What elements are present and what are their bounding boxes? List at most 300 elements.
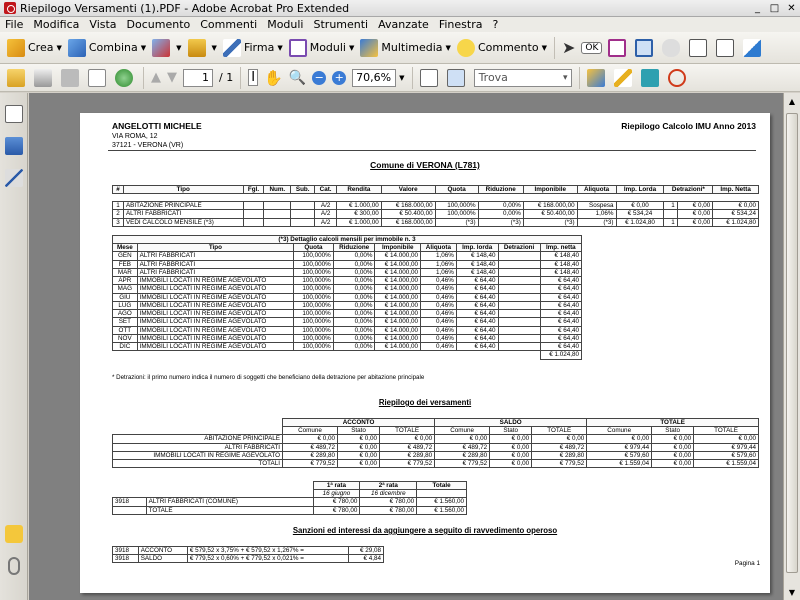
email-button[interactable] xyxy=(85,67,112,89)
column-header: Cat. xyxy=(315,186,337,194)
table-cell: APR xyxy=(113,277,138,285)
monthly-table xyxy=(112,235,582,360)
table-row xyxy=(113,202,759,210)
table-cell xyxy=(264,210,291,218)
table-cell: 3918 xyxy=(113,547,139,555)
column-header: Quota xyxy=(435,186,478,194)
ok-label: OK xyxy=(581,42,602,54)
table-cell: € 14.000,00 xyxy=(375,326,420,334)
column-header: Mese xyxy=(113,244,138,252)
comune-title: Comune di VERONA (L781) xyxy=(370,160,480,170)
table-cell: 1,06% xyxy=(577,210,616,218)
table-cell: A/2 xyxy=(315,218,337,226)
table-cell: VEDI CALCOLO MENSILE (*3) xyxy=(123,218,243,226)
rate-table xyxy=(112,481,467,515)
page-footer: Pagina 1 xyxy=(734,560,760,567)
table-cell: € 64,40 xyxy=(540,301,581,309)
table-cell: (*3) xyxy=(523,218,577,226)
table-row xyxy=(113,343,582,351)
table-cell xyxy=(498,277,540,285)
table-cell: € 64,40 xyxy=(540,285,581,293)
table-cell: € 489,72 xyxy=(283,443,338,451)
table-cell: ALTRI FABBRICATI (COMUNE) xyxy=(146,498,313,506)
export-icon xyxy=(152,39,170,57)
table-cell: € 0,00 xyxy=(677,202,712,210)
table-row xyxy=(113,210,759,218)
table-cell: 100,000% xyxy=(294,343,334,351)
table-cell: € 0,00 xyxy=(616,202,664,210)
table-cell: 0,00% xyxy=(333,318,375,326)
table-cell: € 0,00 xyxy=(490,460,532,468)
table-row xyxy=(113,318,582,326)
table-cell: 100,000% xyxy=(294,301,334,309)
table-cell xyxy=(498,310,540,318)
column-header: Tipo xyxy=(137,244,293,252)
text-field-tool[interactable] xyxy=(686,37,713,59)
attach-tool[interactable] xyxy=(659,37,686,59)
table-cell: € 64,40 xyxy=(540,326,581,334)
measure-tool[interactable] xyxy=(584,67,611,89)
close-button[interactable]: ✕ xyxy=(787,2,796,14)
table-cell: € 489,72 xyxy=(380,443,435,451)
table-cell: € 64,40 xyxy=(540,293,581,301)
column-header: Imponibile xyxy=(523,186,577,194)
table-cell: 3918 xyxy=(113,498,147,506)
arrow-up-icon: ▲ xyxy=(151,70,161,85)
signatures-icon[interactable] xyxy=(5,169,23,187)
table-cell: 0,00% xyxy=(333,285,375,293)
column-header: Quota xyxy=(294,244,334,252)
table-cell: ALTRI FABBRICATI xyxy=(137,252,293,260)
menu-documento[interactable]: Documento xyxy=(126,18,191,31)
scroll-up-arrow[interactable]: ▲ xyxy=(788,96,796,106)
scroll-down-arrow[interactable]: ▼ xyxy=(788,587,796,597)
multimedia-label: Multimedia xyxy=(381,41,443,54)
combina-icon xyxy=(68,39,86,57)
arrow-down-icon: ▼ xyxy=(167,70,177,85)
versamenti-table xyxy=(112,418,759,468)
firma-label: Firma xyxy=(243,41,275,54)
column-header: TOTALE xyxy=(694,427,759,435)
pdf-page xyxy=(80,113,770,593)
ok-button[interactable] xyxy=(578,37,605,59)
table-cell: MAG xyxy=(113,285,138,293)
bookmarks-icon[interactable] xyxy=(5,137,23,155)
table-cell: € 300,00 xyxy=(337,210,382,218)
table-row xyxy=(113,547,384,555)
table-row xyxy=(113,218,759,226)
table-cell: € 1.560,00 xyxy=(417,498,467,506)
menu-avanzate[interactable]: Avanzate xyxy=(378,18,429,31)
table-cell: € 0,00 xyxy=(435,435,490,443)
table-cell: 0,46% xyxy=(420,318,456,326)
crop-icon xyxy=(635,39,653,57)
menu-commenti[interactable]: Commenti xyxy=(200,18,258,31)
taxpayer-name: ANGELOTTI MICHELE xyxy=(112,121,202,131)
table-cell: € 780,00 xyxy=(313,498,360,506)
title-bar xyxy=(0,0,800,17)
table-cell: € 148,40 xyxy=(456,260,498,268)
stamp-icon xyxy=(608,39,626,57)
text-field-icon xyxy=(689,39,707,57)
table-cell: IMMOBILI LOCATI IN REGIME AGEVOLATO xyxy=(137,293,293,301)
arrow-icon: ➤ xyxy=(561,38,576,57)
table-cell xyxy=(243,218,264,226)
toolbar-separator xyxy=(554,37,555,59)
menu-moduli[interactable]: Moduli xyxy=(267,18,304,31)
table-cell: € 168.000,00 xyxy=(381,202,435,210)
zoom-out-button[interactable] xyxy=(309,67,329,89)
column-header: Comune xyxy=(435,427,490,435)
column-header: Sub. xyxy=(291,186,315,194)
table-cell: € 780,00 xyxy=(360,506,417,514)
table-cell: 100,000% xyxy=(294,326,334,334)
multimedia-icon xyxy=(360,39,378,57)
table-row xyxy=(113,310,582,318)
table-cell: € 0,00 xyxy=(338,451,380,459)
table-cell xyxy=(291,210,315,218)
snapshot-tool[interactable] xyxy=(638,67,665,89)
table-cell: 0,46% xyxy=(420,334,456,342)
table-cell: € 14.000,00 xyxy=(375,310,420,318)
table-row xyxy=(113,293,582,301)
table-cell: SALDO xyxy=(138,555,187,563)
comment-icon xyxy=(457,39,475,57)
table-cell: € 148,40 xyxy=(540,252,581,260)
table-cell: € 64,40 xyxy=(456,326,498,334)
group-acconto: ACCONTO xyxy=(283,419,435,427)
target-tool[interactable] xyxy=(665,67,692,89)
table-cell: 0,46% xyxy=(420,326,456,334)
rate-header-total: Totale xyxy=(417,482,467,490)
hand-tool[interactable] xyxy=(261,67,286,89)
column-header: Riduzione xyxy=(478,186,523,194)
table-cell: € 534,24 xyxy=(713,210,759,218)
lock-icon xyxy=(188,39,206,57)
table-cell xyxy=(291,218,315,226)
maximize-button[interactable]: □ xyxy=(769,2,780,14)
table-cell: 100,000% xyxy=(435,210,478,218)
search-input[interactable]: Trova ▾ xyxy=(474,69,572,87)
table-cell: € 64,40 xyxy=(540,334,581,342)
table-cell xyxy=(498,260,540,268)
table-cell: (*3) xyxy=(577,218,616,226)
sanzioni-table xyxy=(112,546,384,563)
fit-page-icon xyxy=(420,69,438,87)
menu-bar xyxy=(0,17,800,32)
table-cell: € 14.000,00 xyxy=(375,277,420,285)
table-cell: € 0,00 xyxy=(677,210,712,218)
toolbar-separator xyxy=(579,67,580,89)
crop-tool[interactable] xyxy=(632,37,659,59)
fit-width-button[interactable] xyxy=(444,67,471,89)
table-cell: A/2 xyxy=(315,202,337,210)
table-cell: € 168.000,00 xyxy=(523,202,577,210)
table-cell: € 534,24 xyxy=(616,210,664,218)
combina-label: Combina xyxy=(88,41,138,54)
table-cell: 0,00% xyxy=(333,343,375,351)
text-select-tool[interactable] xyxy=(245,67,261,89)
table-cell: 100,000% xyxy=(294,318,334,326)
table-cell: 0,00% xyxy=(333,252,375,260)
table-cell: € 1.560,00 xyxy=(417,506,467,514)
select-tool[interactable] xyxy=(559,37,578,59)
table-cell: 0,46% xyxy=(420,301,456,309)
table-cell: 0,00% xyxy=(478,202,523,210)
table-cell: 0,00% xyxy=(333,310,375,318)
secure-button[interactable]: ▼ xyxy=(185,37,220,59)
table-cell: € 1.000,00 xyxy=(337,218,382,226)
page-tool[interactable] xyxy=(713,37,740,59)
table-cell: GIU xyxy=(113,293,138,301)
table-cell: € 64,40 xyxy=(456,277,498,285)
table-cell: 0,46% xyxy=(420,310,456,318)
comments-icon[interactable] xyxy=(5,525,23,543)
zoom-in-button[interactable] xyxy=(329,67,349,89)
toolbar-separator xyxy=(143,67,144,89)
minus-icon: − xyxy=(312,71,326,85)
table-cell xyxy=(498,301,540,309)
table-cell: € 779,52 x 0,60% + € 779,52 x 0,021% = xyxy=(187,555,348,563)
main-toolbar xyxy=(0,32,800,64)
table-cell: € 0,00 xyxy=(652,435,694,443)
table-row xyxy=(113,443,759,451)
table-cell: LUG xyxy=(113,301,138,309)
table-cell xyxy=(498,285,540,293)
snapshot-icon xyxy=(641,69,659,87)
table-cell: € 64,40 xyxy=(540,343,581,351)
pencil-tool[interactable] xyxy=(611,67,638,89)
menu-help[interactable]: ? xyxy=(492,18,499,31)
column-header: Aliquota xyxy=(577,186,616,194)
table-cell: € 64,40 xyxy=(456,318,498,326)
table-cell: € 0,00 xyxy=(490,435,532,443)
table-cell: NOV xyxy=(113,334,138,342)
paperclip-icon xyxy=(662,39,680,57)
column-header: Stato xyxy=(338,427,380,435)
page-number-input[interactable]: 1 xyxy=(183,69,213,87)
table-cell: IMMOBILI LOCATI IN REGIME AGEVOLATO xyxy=(137,285,293,293)
column-header: Valore xyxy=(381,186,435,194)
table-cell: 0,46% xyxy=(420,293,456,301)
table-cell: SET xyxy=(113,318,138,326)
table-cell xyxy=(498,293,540,301)
moduli-label: Moduli xyxy=(309,41,346,54)
export-button[interactable]: ▼ xyxy=(149,37,184,59)
table-cell: TOTALE xyxy=(146,506,313,514)
table-cell: € 0,00 xyxy=(694,435,759,443)
table-cell: € 14.000,00 xyxy=(375,260,420,268)
table-cell: € 64,40 xyxy=(456,285,498,293)
table-cell: € 0,00 xyxy=(652,460,694,468)
table-cell: IMMOBILI LOCATI IN REGIME AGEVOLATO xyxy=(113,451,283,459)
table-cell: 0,00% xyxy=(333,260,375,268)
menu-strumenti[interactable]: Strumenti xyxy=(313,18,369,31)
prev-page-button[interactable] xyxy=(148,67,164,89)
table-cell: € 14.000,00 xyxy=(375,268,420,276)
table-cell: ALTRI FABBRICATI xyxy=(123,210,243,218)
table-cell: € 168.000,00 xyxy=(381,218,435,226)
table-cell: € 0,00 xyxy=(490,443,532,451)
table-cell: 100,000% xyxy=(294,334,334,342)
menu-finestra[interactable]: Finestra xyxy=(438,18,483,31)
table-cell: 100,000% xyxy=(294,277,334,285)
zoom-input[interactable]: 70,6% xyxy=(352,69,396,87)
page-number-icon xyxy=(716,39,734,57)
table-cell: 0,00% xyxy=(333,268,375,276)
table-cell: € 579,60 xyxy=(587,451,652,459)
table-cell: ACCONTO xyxy=(138,547,187,555)
table-cell: 100,000% xyxy=(294,310,334,318)
table-cell: € 289,80 xyxy=(283,451,338,459)
column-header: Num. xyxy=(264,186,291,194)
pen-icon xyxy=(223,39,241,57)
fit-page-button[interactable] xyxy=(417,67,444,89)
table-cell: € 14.000,00 xyxy=(375,293,420,301)
table-cell xyxy=(264,218,291,226)
column-header: Stato xyxy=(652,427,694,435)
table-cell: € 0,00 xyxy=(380,435,435,443)
table-cell: € 289,80 xyxy=(435,451,490,459)
column-header: Comune xyxy=(283,427,338,435)
table-cell: (*3) xyxy=(478,218,523,226)
table-cell: € 780,00 xyxy=(313,506,360,514)
table-cell: € 64,40 xyxy=(456,343,498,351)
table-cell: 0,00% xyxy=(333,326,375,334)
open-button[interactable] xyxy=(4,67,31,89)
table-cell: ALTRI FABBRICATI xyxy=(113,443,283,451)
page-count: / 1 xyxy=(219,71,234,84)
table-cell: 0,00% xyxy=(333,334,375,342)
table-cell: € 64,40 xyxy=(456,334,498,342)
hand-icon: ✋ xyxy=(264,68,283,87)
table-cell: € 4,84 xyxy=(348,555,383,563)
table-cell: € 289,80 xyxy=(532,451,587,459)
crea-icon xyxy=(7,39,25,57)
table-cell: ABITAZIONE PRINCIPALE xyxy=(123,202,243,210)
table-cell xyxy=(113,506,147,514)
table-row xyxy=(113,268,582,276)
print-button[interactable] xyxy=(31,67,58,89)
ruler-icon xyxy=(587,69,605,87)
sanzioni-title: Sanzioni ed interessi da aggiungere a seguito di ravvedimento operoso xyxy=(292,526,558,535)
table-cell: 1,06% xyxy=(420,268,456,276)
stamp-tool[interactable] xyxy=(605,37,632,59)
table-cell: € 64,40 xyxy=(456,310,498,318)
monthly-total: € 1.024,80 xyxy=(540,351,581,359)
next-page-button[interactable] xyxy=(164,67,180,89)
table-cell: € 0,00 xyxy=(532,435,587,443)
menu-file[interactable]: File xyxy=(5,18,24,31)
table-cell: 1 xyxy=(664,202,677,210)
table-cell: € 50.400,00 xyxy=(381,210,435,218)
column-header: Fgl. xyxy=(243,186,264,194)
form-icon xyxy=(289,39,307,57)
table-cell: € 148,40 xyxy=(456,252,498,260)
combina-button[interactable]: Combina ▼ xyxy=(65,37,149,59)
table-cell: € 779,52 xyxy=(380,460,435,468)
multimedia-button[interactable]: Multimedia ▼ xyxy=(357,37,454,59)
plus-icon: + xyxy=(332,71,346,85)
pages-icon[interactable] xyxy=(5,105,23,123)
table-cell xyxy=(243,210,264,218)
table-cell: 3 xyxy=(113,218,124,226)
table-cell: € 14.000,00 xyxy=(375,285,420,293)
edit-tool[interactable] xyxy=(740,37,767,59)
moduli-button[interactable]: Moduli ▼ xyxy=(286,37,358,59)
column-header: Imp. lorda xyxy=(456,244,498,252)
table-cell: IMMOBILI LOCATI IN REGIME AGEVOLATO xyxy=(137,326,293,334)
table-cell: 100,000% xyxy=(435,202,478,210)
table-cell: Sospesa xyxy=(577,202,616,210)
table-cell xyxy=(264,202,291,210)
versamenti-title: Riepilogo dei versamenti xyxy=(378,398,472,407)
table-cell: 1 xyxy=(664,218,677,226)
column-header: Aliquota xyxy=(420,244,456,252)
table-cell: IMMOBILI LOCATI IN REGIME AGEVOLATO xyxy=(137,277,293,285)
crea-button[interactable]: Crea ▼ xyxy=(4,37,65,59)
vertical-scrollbar[interactable] xyxy=(783,93,800,600)
table-cell: € 0,00 xyxy=(713,202,759,210)
menu-modifica[interactable]: Modifica xyxy=(33,18,80,31)
edit-icon xyxy=(743,39,761,57)
table-row xyxy=(113,252,582,260)
table-cell: € 1.000,00 xyxy=(337,202,382,210)
scroll-thumb[interactable] xyxy=(786,113,798,573)
table-cell: € 289,80 xyxy=(380,451,435,459)
attachments-icon[interactable] xyxy=(8,557,20,575)
minimize-button[interactable]: _ xyxy=(755,2,760,14)
column-header: # xyxy=(113,186,124,194)
rate-header-1: 1ª rata xyxy=(313,482,360,490)
table-cell: € 14.000,00 xyxy=(375,252,420,260)
firma-button[interactable]: Firma ▼ xyxy=(220,37,286,59)
table-cell: € 64,40 xyxy=(540,318,581,326)
commento-button[interactable]: Commento ▼ xyxy=(454,37,550,59)
navigation-pane xyxy=(0,93,28,600)
detrazioni-note: * Detrazioni: il primo numero indica il numero di soggetti che beneficiano della detrazione per abitazione principale xyxy=(112,374,425,381)
toolbar-separator xyxy=(412,67,413,89)
share-button[interactable] xyxy=(112,67,139,89)
table-cell: 2 xyxy=(113,210,124,218)
column-header: Imp. Lorda xyxy=(616,186,664,194)
column-header: Tipo xyxy=(123,186,243,194)
save-button[interactable] xyxy=(58,67,85,89)
table-row xyxy=(113,326,582,334)
column-header: Detrazioni* xyxy=(664,186,713,194)
table-cell xyxy=(291,202,315,210)
column-header: Imp. Netta xyxy=(713,186,759,194)
group-totale: TOTALE xyxy=(587,419,759,427)
table-cell: € 148,40 xyxy=(540,268,581,276)
table-cell: € 0,00 xyxy=(338,435,380,443)
table-cell: € 779,52 xyxy=(435,460,490,468)
table-cell: 100,000% xyxy=(294,268,334,276)
marquee-zoom-tool[interactable] xyxy=(286,67,309,89)
print-icon xyxy=(34,69,52,87)
crosshair-icon xyxy=(668,69,686,87)
table-cell: € 1.024,80 xyxy=(616,218,664,226)
table-row xyxy=(113,498,467,506)
table-cell: (*3) xyxy=(435,218,478,226)
table-cell: 100,000% xyxy=(294,293,334,301)
menu-vista[interactable]: Vista xyxy=(89,18,117,31)
table-cell: IMMOBILI LOCATI IN REGIME AGEVOLATO xyxy=(137,343,293,351)
table-cell: 100,000% xyxy=(294,285,334,293)
table-row xyxy=(113,260,582,268)
table-cell: € 0,00 xyxy=(652,443,694,451)
table-cell: 0,46% xyxy=(420,277,456,285)
